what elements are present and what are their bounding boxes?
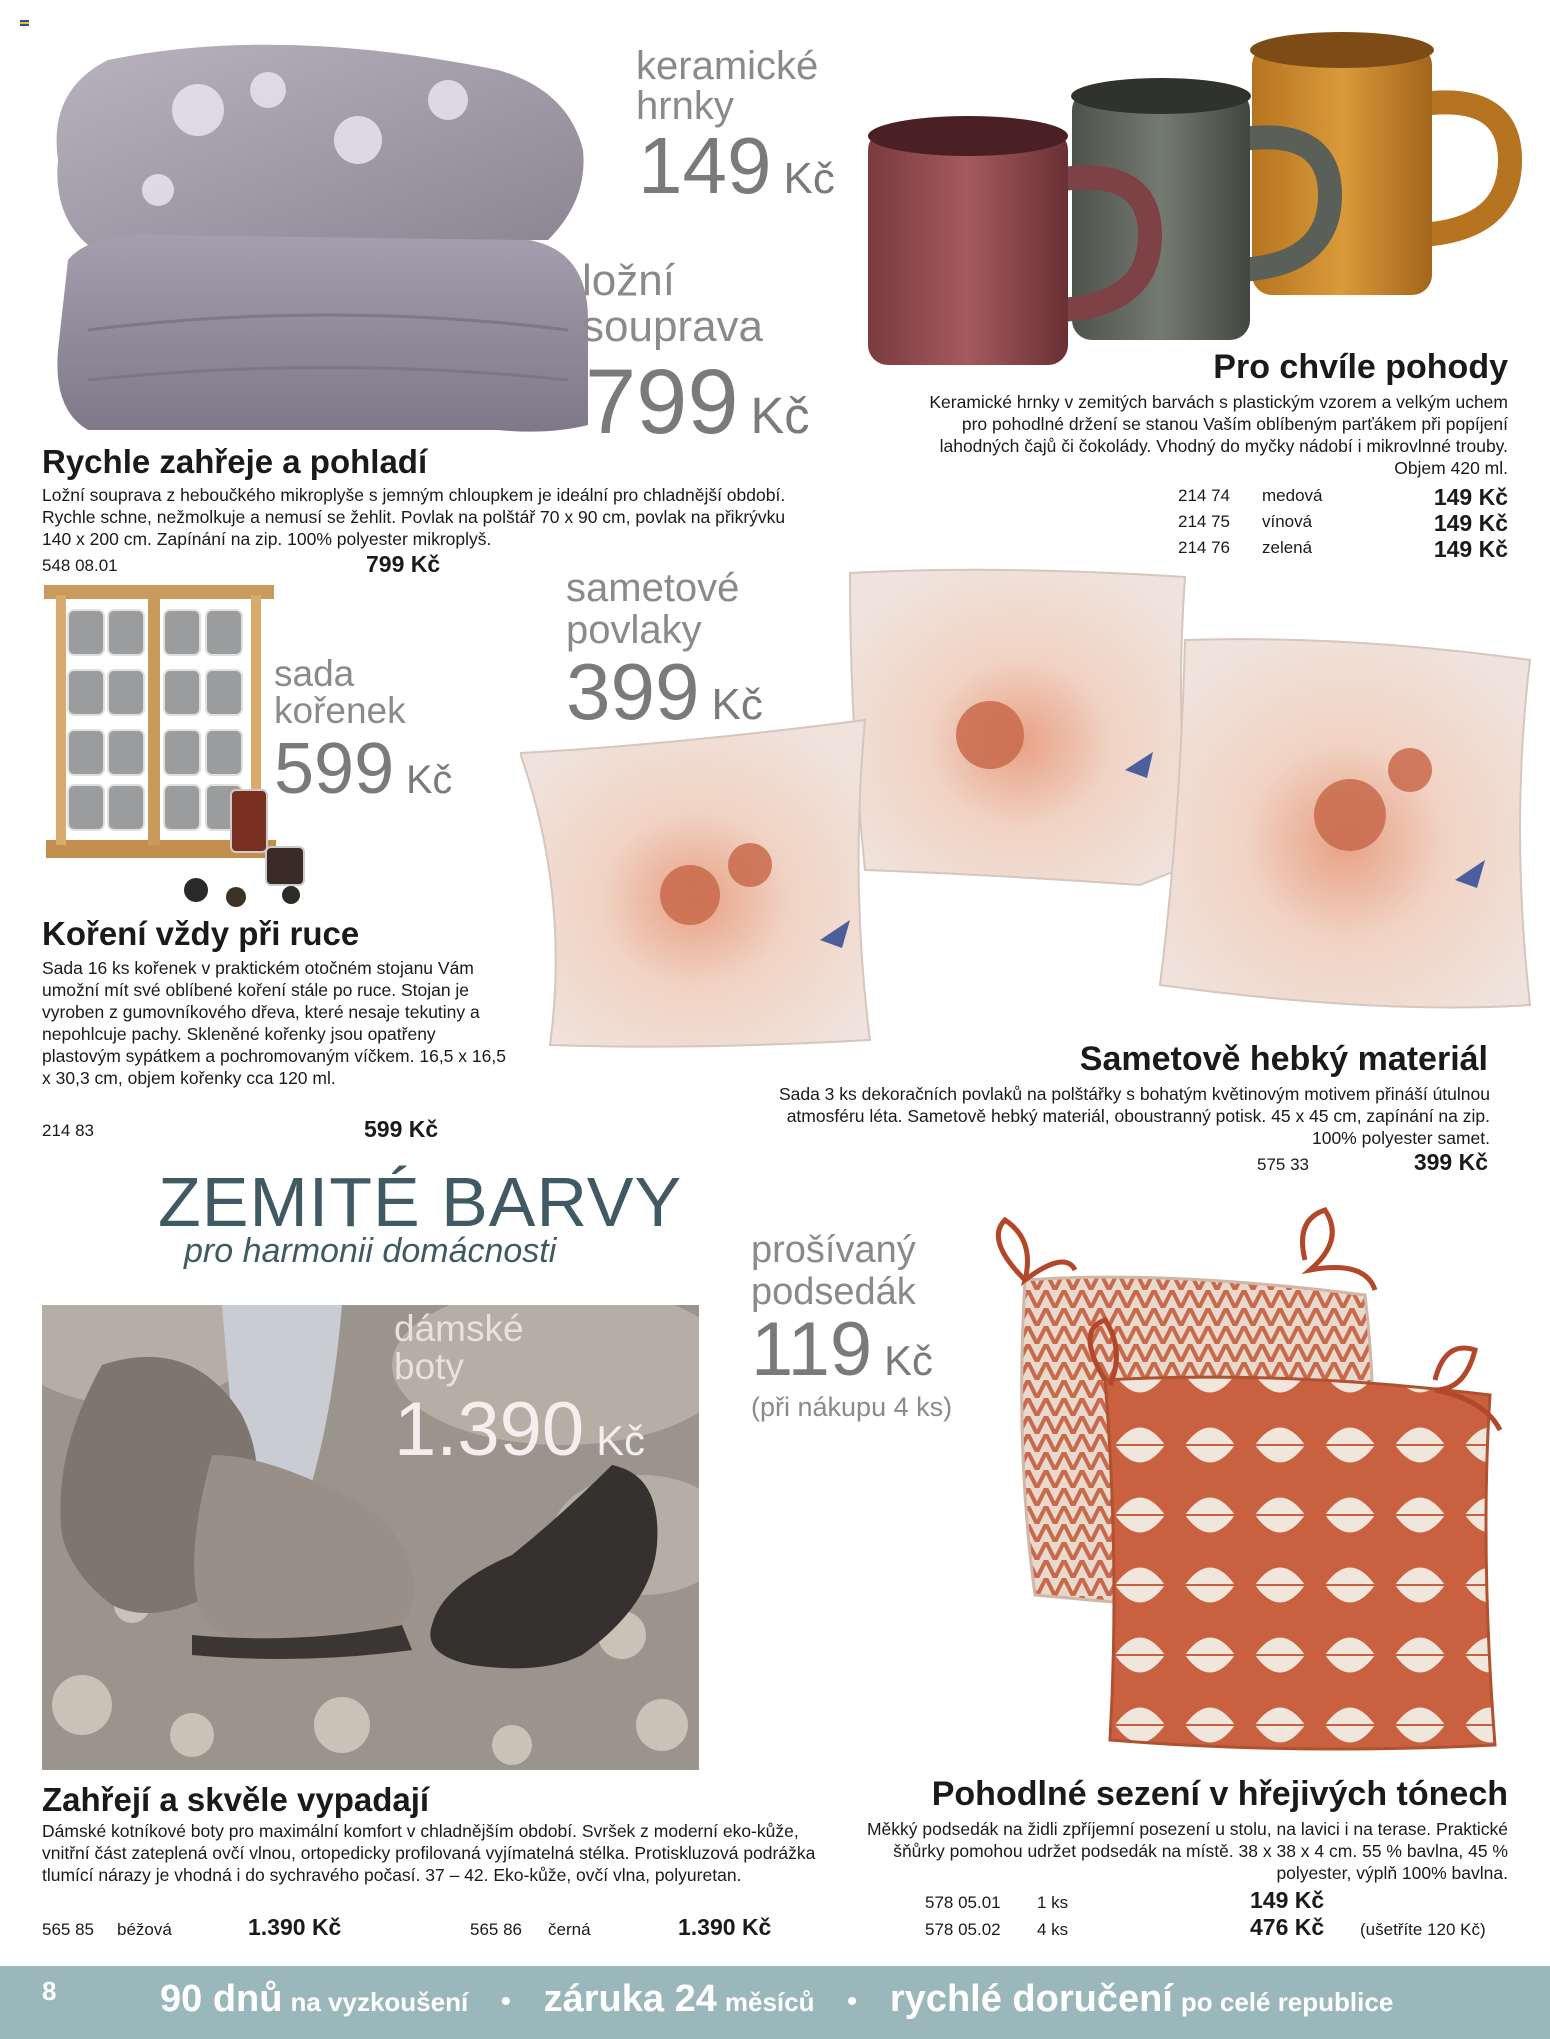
shoes-name-line2: boty [394,1346,464,1387]
bedding-big-price [585,351,810,453]
shoes-big-price [394,1387,645,1472]
shoes-variant-price: 1.390 Kč [678,1914,772,1940]
cushion-variant-qty: 4 ks [1037,1920,1069,1939]
flag-icon [20,20,29,26]
pillows-heading: Sametově hebký materiál [1079,1040,1488,1078]
cushion-big-price [751,1307,933,1392]
cushion-variant-code: 578 05.02 [925,1920,1001,1939]
shoes-variant-code: 565 86 [470,1920,522,1939]
section-title: ZEMITÉ BARVY [158,1163,683,1241]
cushion-image [965,1200,1505,1760]
cushion-name-line2: podsedák [751,1271,916,1313]
footer-band [0,1966,1550,2039]
shoes-variant-color: černá [548,1920,591,1939]
shoes-heading: Zahřejí a skvěle vypadají [42,1781,430,1818]
mugs-variant-price: 149 Kč [1433,536,1508,562]
mugs-big-price-currency: Kč [783,154,835,203]
cushion-variant-price: 476 Kč [1250,1914,1325,1940]
footer-benefits [160,1978,1393,2021]
pillows-price: 399 Kč [1413,1149,1488,1175]
spices-big-price-currency: Kč [406,758,453,802]
mugs-desc: Keramické hrnky v zemitých barvách s plastickým vzorem a velkým uchem pro pohodlné držení se stanou Vaším oblíbeným parťákem při popíjení lahodných čajů či čokolády. Vhodný do myčky nádobí i mikrovlnné trouby. Objem 420 ml. [929,392,1508,478]
pillows-image [520,565,1535,1055]
section-subtitle: pro harmonii domácnosti [184,1232,557,1270]
mugs-variant-row [1178,536,1508,562]
mugs-variant-code: 214 75 [1178,512,1230,531]
mugs-big-price-value: 149 [638,121,772,210]
shoes-name-line1: dámské [394,1308,524,1349]
bedding-code: 548 08.01 [42,556,118,575]
footer-days: 90 dnů [160,1978,283,2020]
mugs-variant-row [1178,510,1508,536]
mugs-variant-color: medová [1262,486,1323,505]
cushion-note: (při nákupu 4 ks) [751,1392,953,1422]
bedding-heading: Rychle zahřeje a pohladí [42,443,428,480]
spices-big-price-value: 599 [274,729,395,809]
cushion-heading: Pohodlné sezení v hřejivých tónech [931,1775,1508,1813]
footer-separator: • [500,1985,512,2018]
footer-delivery-note: po celé republice [1180,1987,1394,2017]
spices-big-price [274,729,453,809]
mugs-variant-color: zelená [1262,538,1313,557]
bedding-name-line1: ložní [582,256,675,305]
bedding-price: 799 Kč [366,551,441,577]
pillows-name-line1: sametové [566,566,740,610]
cushion-variant-qty: 1 ks [1037,1893,1069,1912]
shoes-big-price-value: 1.390 [394,1387,585,1472]
spices-desc: Sada 16 ks kořenek v praktickém otočném stojanu Vám umožní mít své oblíbené koření stále po ruce. Stojan je vyroben z gumovníkového dřeva, které nesaje tekutiny a nepohlcuje pachy. Skleněné kořenky jsou opatřeny plastovým sypátkem a pochromovaným víčkem. 16,5 x 16,5 x 30,3 cm, objem kořenky cca 120 ml. [42,958,506,1088]
mugs-variant-code: 214 76 [1178,538,1230,557]
pillows-desc: Sada 3 ks dekoračních povlaků na polštářky s bohatým květinovým motivem přináší útulnou atmosféru léta. Sametově hebký materiál, oboustranný potisk. 45 x 45 cm, zapínání na zip. 100% polyester samet. [778,1084,1490,1148]
mugs-variant-price: 149 Kč [1433,510,1508,536]
shoes-desc: Dámské kotníkové boty pro maximální komfort v chladnějším období. Svršek z moderní eko-kůže, vnitřní část zateplená ovčí vlnou, ortopedicky profilovaná vyjímatelná stélka. Protiskluzová podrážka tlumící nárazy je vhodná i do sychravého počasí. 37 – 42. Eko-kůže, ovčí vlna, polyuretan. [42,1821,816,1885]
spices-price: 599 Kč [364,1116,439,1142]
footer-days-note: na vyzkoušení [290,1987,469,2017]
bedding-desc: Ložní souprava z heboučkého mikroplyše s jemným chloupkem je ideální pro chladnější období. Rychle schne, nežmolkuje a nemusí se žehlit. Povlak na polštář 70 x 90 cm, povlak na přikrývku 140 x 200 cm. Zapínání na zip. 100% polyester mikroplyš. [42,485,786,549]
spices-heading: Koření vždy při ruce [42,915,360,952]
mugs-variant-price: 149 Kč [1433,484,1508,510]
bedding-image [28,30,588,435]
mugs-name-line1: keramické [636,44,819,88]
cushion-big-price-value: 119 [751,1307,873,1392]
mugs-variants [1178,484,1508,562]
spices-code: 214 83 [42,1121,94,1140]
footer-separator: • [846,1985,858,2018]
cushion-name [751,1229,916,1313]
pillows-name-line2: povlaky [566,608,702,652]
bedding-big-price-value: 799 [585,351,739,453]
pillows-big-price-currency: Kč [711,680,763,729]
spices-name [274,655,406,729]
mugs-image [860,30,1535,370]
page-number: 8 [42,1976,57,2006]
shoes-variant-code: 565 85 [42,1920,94,1939]
mugs-variant-code: 214 74 [1178,486,1230,505]
cushion-variant-price: 149 Kč [1250,1887,1325,1913]
footer-warranty-note: měsíců [724,1987,815,2017]
shoes-name [394,1310,524,1386]
footer-warranty: záruka 24 [543,1978,717,2020]
mugs-name [636,46,818,126]
mugs-name-line2: hrnky [636,84,734,128]
cushion-big-price-currency: Kč [884,1337,933,1384]
mugs-heading: Pro chvíle pohody [1213,348,1508,386]
cushion-variant-code: 578 05.01 [925,1893,1001,1912]
spices-name-line2: kořenek [274,690,406,731]
mugs-variant-row [1178,484,1508,510]
mugs-variant-color: vínová [1262,512,1313,531]
mugs-big-price [638,121,835,210]
shoes-variant-color: béžová [117,1920,172,1939]
bedding-name-line2: souprava [582,302,764,351]
shoes-big-price-currency: Kč [596,1417,645,1464]
pillows-code: 575 33 [1257,1155,1309,1174]
cushion-name-line1: prošívaný [751,1229,916,1271]
pillows-big-price-value: 399 [566,647,700,736]
shoes-variant-price: 1.390 Kč [248,1914,342,1940]
footer-delivery: rychlé doručení [889,1978,1173,2020]
cushion-saving: (ušetříte 120 Kč) [1360,1920,1486,1939]
spices-name-line1: sada [274,653,355,694]
shoes-image [42,1305,699,1770]
bedding-big-price-currency: Kč [750,387,810,444]
bedding-name [582,258,763,350]
cushion-desc: Měkký podsedák na židli zpříjemní posezení u stolu, na lavici i na terase. Praktické šňůrky pomohou udržet podsedák na místě. 38 x 38 x 4 cm. 55 % bavlna, 45 % polyester, výplň 100% bavlna. [866,1819,1508,1883]
